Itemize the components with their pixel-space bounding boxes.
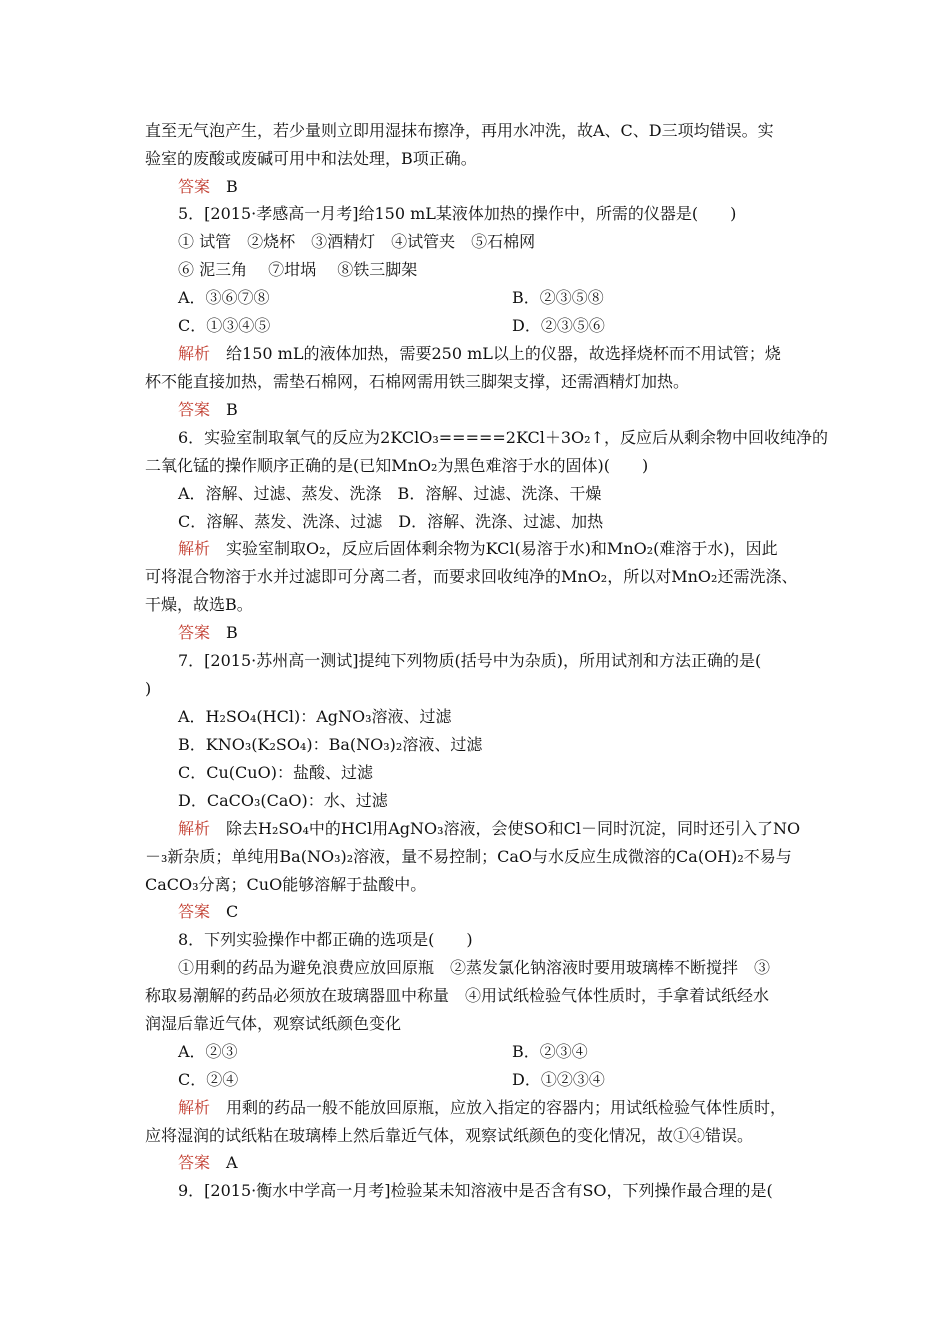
question-9-stem: 9．[2015·衡水中学高一月考]检验某未知溶液中是否含有SO，下列操作最合理的是( (178, 1181, 773, 1200)
text-line: －₃新杂质；单纯用Ba(NO₃)₂溶液，量不易控制；CaO与水反应生成微溶的Ca(OH)₂不易与 (145, 847, 792, 866)
answer-value: B (226, 400, 238, 419)
question-8-stem: 8．下列实验操作中都正确的选项是( ) (178, 930, 473, 949)
text-line: 直至无气泡产生，若少量则立即用湿抹布擦净，再用水冲洗，故A、C、D三项均错误。实 (145, 121, 774, 140)
option-a: A．③⑥⑦⑧ (178, 288, 270, 307)
answer-line (178, 622, 238, 644)
option-a: A．H₂SO₄(HCl)：AgNO₃溶液、过滤 (178, 707, 452, 726)
answer-label: 答案 (178, 1153, 211, 1172)
answer-line (178, 901, 238, 923)
text-line: 可将混合物溶于水并过滤即可分离二者，而要求回收纯净的MnO₂，所以对MnO₂还需洗涤、 (145, 567, 798, 586)
text-line: 润湿后靠近气体，观察试纸颜色变化 (145, 1014, 402, 1033)
options-cd: C．溶解、蒸发、洗涤、过滤 D．溶解、洗涤、过滤、加热 (178, 512, 604, 531)
option-d: D．CaCO₃(CaO)：水、过滤 (178, 791, 388, 810)
analysis-label: 解析 (178, 1098, 211, 1117)
analysis-text: 除去H₂SO₄中的HCl用AgNO₃溶液，会使SO和Cl－同时沉淀，同时还引入了NO (226, 819, 801, 838)
question-5-items: ⑥ 泥三角 ⑦坩埚 ⑧铁三脚架 (178, 260, 418, 279)
text-line: 应将湿润的试纸粘在玻璃棒上然后靠近气体，观察试纸颜色的变化情况，故①④错误。 (145, 1126, 754, 1145)
analysis-label: 解析 (178, 819, 211, 838)
answer-value: B (226, 623, 238, 642)
analysis-label: 解析 (178, 539, 211, 558)
option-a: A．②③ (178, 1042, 238, 1061)
analysis-line (178, 538, 778, 560)
answer-value: B (226, 177, 238, 196)
answer-label: 答案 (178, 400, 211, 419)
answer-value: C (226, 902, 239, 921)
analysis-text: 给150 mL的液体加热，需要250 mL以上的仪器，故选择烧杯而不用试管；烧 (226, 344, 781, 363)
answer-line (178, 1152, 238, 1174)
text-line: 干燥，故选B。 (145, 595, 253, 614)
question-6-stem: 6．实验室制取氧气的反应为2KClO₃=====2KCl＋3O₂↑，反应后从剩余物中回收纯净的 (178, 428, 828, 447)
text-line: 称取易潮解的药品必须放在玻璃器皿中称量 ④用试纸检验气体性质时，手拿着试纸经水 (145, 986, 770, 1005)
answer-label: 答案 (178, 177, 211, 196)
answer-label: 答案 (178, 623, 211, 642)
answer-line (178, 176, 238, 198)
option-b: B．②③⑤⑧ (512, 288, 604, 307)
question-8-items: ①用剩的药品为避免浪费应放回原瓶 ②蒸发氯化钠溶液时要用玻璃棒不断搅拌 ③ (178, 958, 771, 977)
analysis-line (178, 1097, 786, 1119)
question-7-stem: 7．[2015·苏州高一测试]提纯下列物质(括号中为杂质)，所用试剂和方法正确的是( (178, 651, 762, 670)
option-d: D．②③⑤⑥ (512, 316, 605, 335)
text-line: 验室的废酸或废碱可用中和法处理，B项正确。 (145, 149, 477, 168)
analysis-text: 用剩的药品一般不能放回原瓶，应放入指定的容器内；用试纸检验气体性质时， (226, 1098, 787, 1117)
option-b: B．②③④ (512, 1042, 588, 1061)
text-line: ) (145, 679, 152, 698)
text-line: CaCO₃分离；CuO能够溶解于盐酸中。 (145, 875, 427, 894)
options-ab: A．溶解、过滤、蒸发、洗涤 B．溶解、过滤、洗涤、干燥 (178, 484, 602, 503)
option-d: D．①②③④ (512, 1070, 605, 1089)
question-5-stem: 5．[2015·孝感高一月考]给150 mL某液体加热的操作中，所需的仪器是( ) (178, 204, 737, 223)
analysis-line (178, 343, 781, 365)
answer-value: A (226, 1153, 238, 1172)
analysis-line (178, 818, 800, 840)
option-c: C．②④ (178, 1070, 239, 1089)
answer-label: 答案 (178, 902, 211, 921)
text-line: 杯不能直接加热，需垫石棉网，石棉网需用铁三脚架支撑，还需酒精灯加热。 (145, 372, 690, 391)
option-c: C．①③④⑤ (178, 316, 271, 335)
analysis-text: 实验室制取O₂，反应后固体剩余物为KCl(易溶于水)和MnO₂(难溶于水)，因此 (226, 539, 778, 558)
answer-line (178, 399, 238, 421)
question-5-items: ① 试管 ②烧杯 ③酒精灯 ④试管夹 ⑤石棉网 (178, 232, 536, 251)
text-line: 二氧化锰的操作顺序正确的是(已知MnO₂为黑色难溶于水的固体)( ) (145, 456, 649, 475)
analysis-label: 解析 (178, 344, 211, 363)
option-b: B．KNO₃(K₂SO₄)：Ba(NO₃)₂溶液、过滤 (178, 735, 483, 754)
option-c: C．Cu(CuO)：盐酸、过滤 (178, 763, 373, 782)
